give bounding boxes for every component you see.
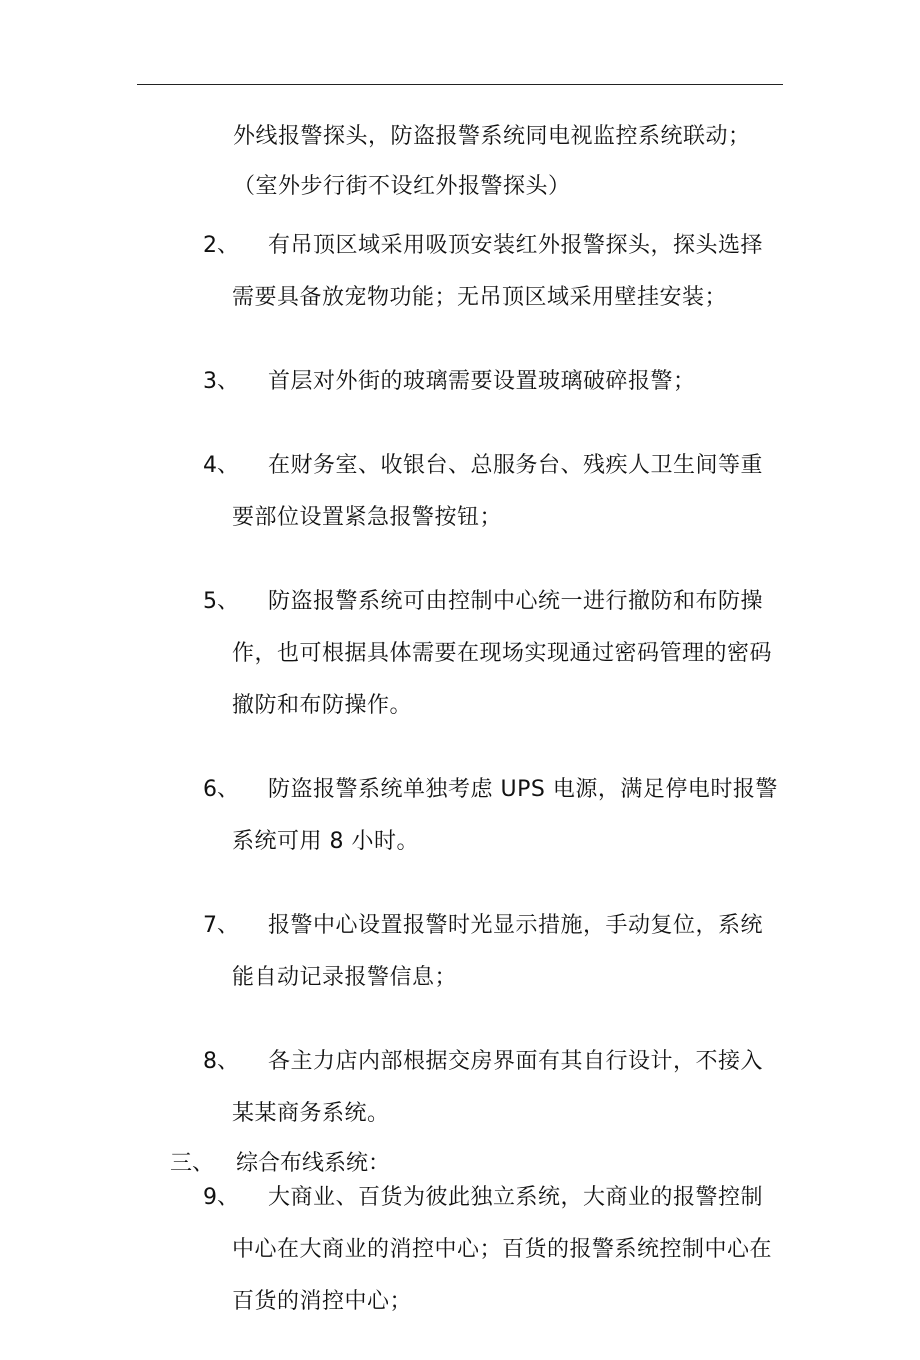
list-item-text: 在财务室、收银台、总服务台、残疾人卫生间等重 要部位设置紧急报警按钮；	[232, 453, 764, 530]
section-title: 综合布线系统：	[236, 1151, 391, 1176]
list-item-number: 3、	[203, 369, 239, 394]
list-item-number: 7、	[203, 913, 239, 938]
header-rule	[137, 84, 783, 85]
intro-line-2: （室外步行街不设红外报警探头）	[233, 174, 571, 199]
intro-line-1: 外线报警探头，防盗报警系统同电视监控系统联动；	[233, 124, 751, 149]
list-item-4	[0, 440, 920, 544]
list-item-6	[0, 764, 920, 868]
list-item-3	[0, 356, 920, 408]
list-item-number: 8、	[203, 1049, 239, 1074]
list-item-text: 各主力店内部根据交房界面有其自行设计，不接入 某某商务系统。	[232, 1049, 764, 1126]
list-item-8	[0, 1036, 920, 1140]
list-item-number: 9、	[203, 1185, 239, 1210]
list-item-number: 6、	[203, 777, 239, 802]
section-number: 三、	[170, 1151, 215, 1176]
list-item-2	[0, 220, 920, 324]
list-item-text: 有吊顶区域采用吸顶安装红外报警探头，探头选择 需要具备放宠物功能；无吊顶区域采用壁挂安装；	[232, 233, 764, 310]
intro-paragraph	[233, 112, 793, 212]
list-item-number: 5、	[203, 589, 239, 614]
list-item-text: 防盗报警系统可由控制中心统一进行撤防和布防操 作，也可根据具体需要在现场实现通过密码管理的密码 撤防和布防操作。	[232, 589, 773, 718]
numbered-list	[0, 220, 920, 1360]
list-item-9	[0, 1172, 920, 1328]
list-item-number: 4、	[203, 453, 239, 478]
list-item-text: 首层对外街的玻璃需要设置玻璃破碎报警；	[268, 369, 696, 394]
list-item-text: 防盗报警系统单独考虑 UPS 电源，满足停电时报警 系统可用 8 小时。	[232, 777, 778, 854]
list-item-text: 报警中心设置报警时光显示措施，手动复位，系统 能自动记录报警信息；	[232, 913, 764, 990]
list-item-7	[0, 900, 920, 1004]
list-item-text: 大商业、百货为彼此独立系统，大商业的报警控制 中心在大商业的消控中心；百货的报警系统控制中心在 百货的消控中心；	[232, 1185, 773, 1314]
section-heading	[170, 1138, 390, 1190]
list-item-5	[0, 576, 920, 732]
list-item-number: 2、	[203, 233, 239, 258]
